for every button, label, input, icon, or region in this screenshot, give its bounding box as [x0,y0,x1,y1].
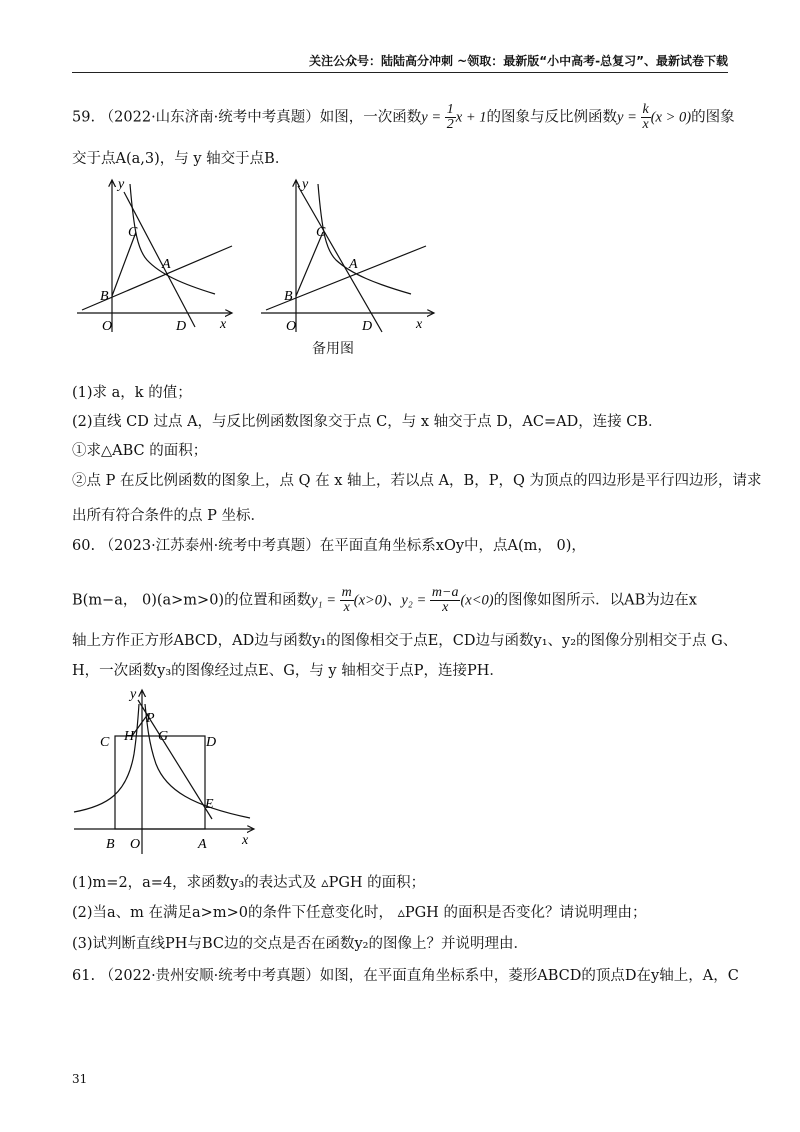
p59-q2b: ②点 P 在反比例函数的图象上，点 Q 在 x 轴上，若以点 A，B，P，Q 为顶点的四边形是平行四边形，请求 [72,473,762,489]
p59-q2a: ①求△ABC 的面积； [72,443,208,459]
label-y: y [118,177,125,192]
p59-eq1: y = [421,109,445,126]
p59-line2: 交于点A(a,3)，与 y 轴交于点B． [72,151,290,167]
segment-bc [112,232,136,296]
label-a: A [349,257,358,272]
p60-line4: H，一次函数y₃的图像经过点E、G，与 y 轴相交于点P，连接PH． [72,663,504,679]
p60-line3: 轴上方作正方形ABCD，AD边与函数y₁的图像相交于点E，CD边与函数y₁、y₂的图像分别相交于点 G、 [72,633,738,649]
label-c: C [128,225,138,240]
p60-q1: (1)m=2，a=4，求函数y₃的表达式及 ▵PGH 的面积； [72,875,426,891]
hyperbola [318,184,411,294]
label-b: B [106,837,115,852]
label-y: y [302,177,309,192]
label-y: y [130,687,137,702]
p59-eq1-tail: x + 1 [455,109,487,126]
page-number: 31 [72,1072,88,1086]
p59-q1: (1)求 a，k 的值； [72,385,192,401]
p59-eq2-tail: (x > 0) [650,109,692,126]
label-a: A [162,257,171,272]
figure-caption: 备用图 [312,341,354,357]
label-c: C [100,735,110,750]
line-cd [124,192,195,327]
label-o: O [130,837,141,852]
p59-line1 [72,103,735,132]
segment-bc [296,232,323,296]
p59-q2: (2)直线 CD 过点 A，与反比例函数图象交于点 C，与 x 轴交于点 D，AC=AD，连接 CB． [72,414,663,430]
p59-mid: 的图象与反比例函数 [486,109,618,126]
p60-line2: B(m−a， 0)(a>m>0)的位置和函数y₁ = $\frac{m}{x}$ (x>0)、y₂ = $\frac{m-a}{x}$ (x<0)的图像如图所示．以AB为边在x [72,585,697,615]
p60-figure [72,684,262,856]
curve-y2 [74,704,139,812]
p59-figure-main [72,172,242,337]
p59-frac2: $\frac{k}{x}$ [642,102,649,132]
p60-line1: 60. （2023·江苏泰州·统考中考真题）在平面直角坐标系xOy中，点A(m， 0)， [72,538,586,554]
p59-intro: 59. （2022·山东济南·统考中考真题）如图，一次函数 [72,109,422,126]
label-p: P [146,711,155,726]
p60-q3: (3)试判断直线PH与BC边的交点是否在函数y₂的图像上？并说明理由． [72,936,528,952]
p59-post: 的图象 [691,109,735,126]
label-x: x [220,317,227,332]
p61-line1: 61. （2022·贵州安顺·统考中考真题）如图，在平面直角坐标系中，菱形ABCD的顶点D在y轴上，A，C [72,968,739,984]
label-x: x [242,833,249,848]
p59-eq2: y = [617,109,641,126]
label-o: O [286,319,297,334]
label-d: D [206,735,217,750]
label-h: H [124,729,135,744]
page-header: 关注公众号：陆陆高分冲刺 ~领取：最新版“小中高考-总复习”、最新试卷下载 [72,52,728,73]
curve-y1 [145,704,250,818]
label-x: x [416,317,423,332]
line-cd [298,186,382,332]
label-b: B [100,289,109,304]
label-b: B [284,289,293,304]
label-c: C [316,225,326,240]
label-o: O [102,319,113,334]
p60-q2: (2)当a、m 在满足a>m>0的条件下任意变化时， ▵PGH 的面积是否变化？请说明理由； [72,905,647,921]
p59-frac1: $\frac{1}{2}$ [446,102,454,132]
label-a: A [198,837,207,852]
square-abcd [115,736,205,829]
p59-figure-backup [256,172,436,337]
p59-q2b2: 出所有符合条件的点 P 坐标． [72,508,265,524]
hyperbola [130,184,215,294]
label-e: E [205,797,214,812]
label-d: D [176,319,187,334]
label-d: D [362,319,373,334]
label-g: G [158,729,169,744]
